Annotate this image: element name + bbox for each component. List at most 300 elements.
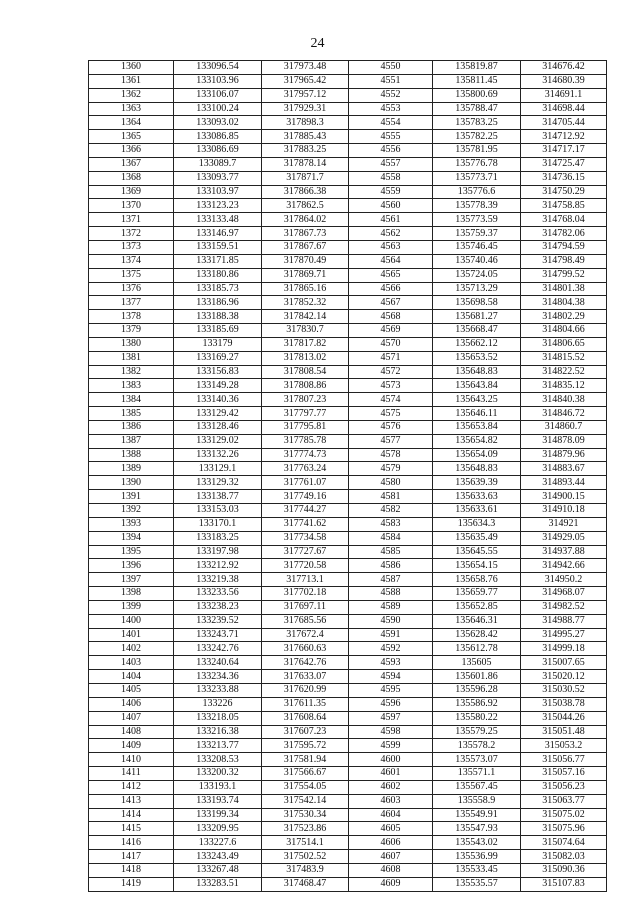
x-coordinate-left: 133129.1 [174,462,262,476]
point-number-right: 4550 [349,61,433,75]
x-coordinate-left: 133213.77 [174,739,262,753]
x-coordinate-right: 135635.49 [433,531,521,545]
point-number-left: 1361 [89,74,174,88]
y-coordinate-right: 315053.2 [521,739,607,753]
x-coordinate-right: 135605 [433,656,521,670]
point-number-right: 4604 [349,808,433,822]
y-coordinate-left: 317929.31 [262,102,349,116]
point-number-left: 1396 [89,559,174,573]
x-coordinate-right: 135579.25 [433,725,521,739]
y-coordinate-right: 314712.92 [521,130,607,144]
point-number-left: 1371 [89,213,174,227]
point-number-left: 1391 [89,490,174,504]
point-number-left: 1405 [89,683,174,697]
point-number-left: 1389 [89,462,174,476]
point-number-right: 4609 [349,877,433,891]
y-coordinate-left: 317865.16 [262,282,349,296]
y-coordinate-right: 314883.67 [521,462,607,476]
y-coordinate-left: 317785.78 [262,434,349,448]
y-coordinate-right: 315075.96 [521,822,607,836]
x-coordinate-left: 133242.76 [174,642,262,656]
point-number-right: 4606 [349,836,433,850]
table-row [89,642,607,656]
point-number-right: 4600 [349,753,433,767]
table-row [89,102,607,116]
x-coordinate-left: 133283.51 [174,877,262,891]
point-number-right: 4566 [349,282,433,296]
y-coordinate-left: 317468.47 [262,877,349,891]
point-number-right: 4590 [349,614,433,628]
table-row [89,351,607,365]
point-number-left: 1394 [89,531,174,545]
x-coordinate-right: 135612.78 [433,642,521,656]
y-coordinate-left: 317741.62 [262,517,349,531]
table-row [89,462,607,476]
x-coordinate-right: 135713.29 [433,282,521,296]
x-coordinate-right: 135646.11 [433,407,521,421]
x-coordinate-left: 133200.32 [174,767,262,781]
y-coordinate-left: 317795.81 [262,420,349,434]
point-number-right: 4573 [349,379,433,393]
table-row [89,531,607,545]
table-row [89,254,607,268]
point-number-right: 4583 [349,517,433,531]
point-number-left: 1379 [89,324,174,338]
point-number-left: 1365 [89,130,174,144]
y-coordinate-right: 314968.07 [521,587,607,601]
x-coordinate-right: 135643.84 [433,379,521,393]
y-coordinate-left: 317864.02 [262,213,349,227]
y-coordinate-right: 314900.15 [521,490,607,504]
point-number-left: 1385 [89,407,174,421]
x-coordinate-left: 133169.27 [174,351,262,365]
x-coordinate-left: 133153.03 [174,504,262,518]
x-coordinate-right: 135628.42 [433,628,521,642]
point-number-right: 4557 [349,157,433,171]
point-number-right: 4559 [349,185,433,199]
point-number-right: 4601 [349,767,433,781]
y-coordinate-right: 315075.02 [521,808,607,822]
y-coordinate-left: 317607.23 [262,725,349,739]
x-coordinate-right: 135668.47 [433,324,521,338]
table-row [89,628,607,642]
table-row [89,407,607,421]
x-coordinate-left: 133159.51 [174,240,262,254]
table-row [89,822,607,836]
y-coordinate-left: 317862.5 [262,199,349,213]
point-number-right: 4568 [349,310,433,324]
table-row [89,656,607,670]
point-number-left: 1384 [89,393,174,407]
x-coordinate-right: 135778.39 [433,199,521,213]
point-number-left: 1413 [89,794,174,808]
y-coordinate-left: 317870.49 [262,254,349,268]
y-coordinate-right: 314804.38 [521,296,607,310]
x-coordinate-right: 135759.37 [433,227,521,241]
y-coordinate-left: 317595.72 [262,739,349,753]
y-coordinate-right: 314846.72 [521,407,607,421]
point-number-right: 4551 [349,74,433,88]
x-coordinate-right: 135586.92 [433,697,521,711]
point-number-right: 4582 [349,504,433,518]
point-number-left: 1372 [89,227,174,241]
point-number-left: 1411 [89,767,174,781]
x-coordinate-left: 133100.24 [174,102,262,116]
point-number-left: 1363 [89,102,174,116]
x-coordinate-right: 135654.15 [433,559,521,573]
table-row [89,780,607,794]
coordinates-table-body [89,61,607,892]
point-number-left: 1412 [89,780,174,794]
point-number-right: 4591 [349,628,433,642]
point-number-left: 1386 [89,420,174,434]
x-coordinate-left: 133185.69 [174,324,262,338]
x-coordinate-right: 135776.78 [433,157,521,171]
y-coordinate-left: 317554.05 [262,780,349,794]
x-coordinate-left: 133208.53 [174,753,262,767]
y-coordinate-right: 314929.05 [521,531,607,545]
table-row [89,767,607,781]
point-number-left: 1364 [89,116,174,130]
y-coordinate-right: 314736.15 [521,171,607,185]
x-coordinate-left: 133233.88 [174,683,262,697]
point-number-right: 4553 [349,102,433,116]
point-number-right: 4596 [349,697,433,711]
point-number-left: 1393 [89,517,174,531]
x-coordinate-left: 133226 [174,697,262,711]
point-number-left: 1378 [89,310,174,324]
y-coordinate-right: 314801.38 [521,282,607,296]
table-row [89,393,607,407]
y-coordinate-right: 315007.65 [521,656,607,670]
y-coordinate-right: 314799.52 [521,268,607,282]
point-number-left: 1410 [89,753,174,767]
table-row [89,324,607,338]
y-coordinate-right: 314860.7 [521,420,607,434]
table-row [89,836,607,850]
y-coordinate-right: 314806.65 [521,337,607,351]
x-coordinate-right: 135571.1 [433,767,521,781]
x-coordinate-right: 135659.77 [433,587,521,601]
point-number-right: 4580 [349,476,433,490]
point-number-left: 1366 [89,144,174,158]
x-coordinate-right: 135811.45 [433,74,521,88]
y-coordinate-left: 317763.24 [262,462,349,476]
x-coordinate-left: 133128.46 [174,420,262,434]
x-coordinate-right: 135567.45 [433,780,521,794]
point-number-left: 1368 [89,171,174,185]
point-number-right: 4576 [349,420,433,434]
y-coordinate-right: 315020.12 [521,670,607,684]
point-number-right: 4581 [349,490,433,504]
y-coordinate-left: 317697.11 [262,600,349,614]
table-row [89,130,607,144]
table-row [89,240,607,254]
y-coordinate-right: 314768.04 [521,213,607,227]
y-coordinate-left: 317867.67 [262,240,349,254]
x-coordinate-left: 133240.64 [174,656,262,670]
point-number-right: 4605 [349,822,433,836]
y-coordinate-left: 317898.3 [262,116,349,130]
y-coordinate-left: 317957.12 [262,88,349,102]
y-coordinate-left: 317611.35 [262,697,349,711]
x-coordinate-left: 133106.07 [174,88,262,102]
y-coordinate-right: 314835.12 [521,379,607,393]
table-row [89,877,607,891]
y-coordinate-left: 317672.4 [262,628,349,642]
x-coordinate-right: 135643.25 [433,393,521,407]
x-coordinate-right: 135653.84 [433,420,521,434]
table-row [89,157,607,171]
y-coordinate-left: 317878.14 [262,157,349,171]
x-coordinate-left: 133183.25 [174,531,262,545]
x-coordinate-right: 135724.05 [433,268,521,282]
y-coordinate-right: 314676.42 [521,61,607,75]
point-number-left: 1375 [89,268,174,282]
x-coordinate-right: 135646.31 [433,614,521,628]
y-coordinate-left: 317633.07 [262,670,349,684]
table-row [89,434,607,448]
x-coordinate-right: 135819.87 [433,61,521,75]
x-coordinate-right: 135633.63 [433,490,521,504]
y-coordinate-left: 317852.32 [262,296,349,310]
x-coordinate-left: 133096.54 [174,61,262,75]
point-number-right: 4588 [349,587,433,601]
x-coordinate-left: 133186.96 [174,296,262,310]
x-coordinate-left: 133171.85 [174,254,262,268]
point-number-right: 4589 [349,600,433,614]
y-coordinate-right: 314725.47 [521,157,607,171]
point-number-left: 1373 [89,240,174,254]
x-coordinate-right: 135781.95 [433,144,521,158]
point-number-left: 1390 [89,476,174,490]
table-row [89,683,607,697]
point-number-right: 4592 [349,642,433,656]
x-coordinate-right: 135580.22 [433,711,521,725]
table-row [89,171,607,185]
x-coordinate-right: 135573.07 [433,753,521,767]
y-coordinate-left: 317774.73 [262,448,349,462]
y-coordinate-right: 314691.1 [521,88,607,102]
point-number-right: 4598 [349,725,433,739]
x-coordinate-right: 135648.83 [433,365,521,379]
y-coordinate-right: 314950.2 [521,573,607,587]
table-row [89,144,607,158]
y-coordinate-left: 317642.76 [262,656,349,670]
point-number-right: 4560 [349,199,433,213]
x-coordinate-right: 135535.57 [433,877,521,891]
y-coordinate-left: 317514.1 [262,836,349,850]
x-coordinate-right: 135634.3 [433,517,521,531]
y-coordinate-left: 317685.56 [262,614,349,628]
table-row [89,600,607,614]
x-coordinate-right: 135800.69 [433,88,521,102]
y-coordinate-right: 314717.17 [521,144,607,158]
y-coordinate-right: 315056.23 [521,780,607,794]
point-number-left: 1403 [89,656,174,670]
point-number-left: 1417 [89,850,174,864]
y-coordinate-right: 314782.06 [521,227,607,241]
point-number-left: 1387 [89,434,174,448]
table-row [89,808,607,822]
table-row [89,74,607,88]
x-coordinate-right: 135601.86 [433,670,521,684]
table-row [89,504,607,518]
point-number-left: 1404 [89,670,174,684]
x-coordinate-right: 135633.61 [433,504,521,518]
y-coordinate-right: 315044.26 [521,711,607,725]
x-coordinate-right: 135578.2 [433,739,521,753]
table-row [89,476,607,490]
y-coordinate-right: 315057.16 [521,767,607,781]
x-coordinate-right: 135773.71 [433,171,521,185]
point-number-left: 1406 [89,697,174,711]
x-coordinate-left: 133132.26 [174,448,262,462]
x-coordinate-left: 133243.49 [174,850,262,864]
y-coordinate-right: 314750.29 [521,185,607,199]
x-coordinate-left: 133093.77 [174,171,262,185]
x-coordinate-left: 133138.77 [174,490,262,504]
x-coordinate-right: 135652.85 [433,600,521,614]
table-row [89,670,607,684]
table-row [89,61,607,75]
y-coordinate-left: 317523.86 [262,822,349,836]
x-coordinate-right: 135549.91 [433,808,521,822]
x-coordinate-left: 133129.02 [174,434,262,448]
y-coordinate-left: 317813.02 [262,351,349,365]
point-number-right: 4599 [349,739,433,753]
table-row [89,697,607,711]
point-number-left: 1369 [89,185,174,199]
table-row [89,88,607,102]
x-coordinate-right: 135746.45 [433,240,521,254]
point-number-right: 4569 [349,324,433,338]
y-coordinate-right: 315030.52 [521,683,607,697]
y-coordinate-left: 317620.99 [262,683,349,697]
y-coordinate-right: 314982.52 [521,600,607,614]
x-coordinate-right: 135788.47 [433,102,521,116]
y-coordinate-right: 314893.44 [521,476,607,490]
y-coordinate-right: 314802.29 [521,310,607,324]
y-coordinate-left: 317542.14 [262,794,349,808]
x-coordinate-left: 133216.38 [174,725,262,739]
point-number-right: 4571 [349,351,433,365]
x-coordinate-left: 133129.42 [174,407,262,421]
table-row [89,199,607,213]
point-number-left: 1416 [89,836,174,850]
y-coordinate-right: 314988.77 [521,614,607,628]
x-coordinate-right: 135782.25 [433,130,521,144]
point-number-left: 1388 [89,448,174,462]
y-coordinate-left: 317842.14 [262,310,349,324]
x-coordinate-right: 135543.02 [433,836,521,850]
x-coordinate-right: 135654.82 [433,434,521,448]
table-row [89,739,607,753]
point-number-left: 1381 [89,351,174,365]
table-row [89,420,607,434]
y-coordinate-left: 317608.64 [262,711,349,725]
x-coordinate-left: 133129.32 [174,476,262,490]
x-coordinate-left: 133103.96 [174,74,262,88]
y-coordinate-right: 314879.96 [521,448,607,462]
y-coordinate-left: 317830.7 [262,324,349,338]
y-coordinate-right: 314705.44 [521,116,607,130]
point-number-left: 1408 [89,725,174,739]
point-number-right: 4556 [349,144,433,158]
table-row [89,559,607,573]
y-coordinate-left: 317867.73 [262,227,349,241]
x-coordinate-left: 133227.6 [174,836,262,850]
y-coordinate-left: 317502.52 [262,850,349,864]
y-coordinate-left: 317883.25 [262,144,349,158]
point-number-left: 1398 [89,587,174,601]
x-coordinate-left: 133197.98 [174,545,262,559]
point-number-right: 4586 [349,559,433,573]
table-row [89,573,607,587]
table-row [89,863,607,877]
point-number-left: 1360 [89,61,174,75]
y-coordinate-right: 314942.66 [521,559,607,573]
y-coordinate-left: 317965.42 [262,74,349,88]
table-row [89,185,607,199]
y-coordinate-right: 314910.18 [521,504,607,518]
y-coordinate-left: 317761.07 [262,476,349,490]
y-coordinate-right: 314758.85 [521,199,607,213]
y-coordinate-right: 314878.09 [521,434,607,448]
x-coordinate-right: 135681.27 [433,310,521,324]
x-coordinate-right: 135698.58 [433,296,521,310]
y-coordinate-right: 314995.27 [521,628,607,642]
x-coordinate-right: 135653.52 [433,351,521,365]
point-number-left: 1392 [89,504,174,518]
x-coordinate-left: 133185.73 [174,282,262,296]
x-coordinate-left: 133218.05 [174,711,262,725]
x-coordinate-right: 135654.09 [433,448,521,462]
x-coordinate-left: 133243.71 [174,628,262,642]
y-coordinate-left: 317734.58 [262,531,349,545]
point-number-left: 1397 [89,573,174,587]
table-row [89,725,607,739]
y-coordinate-left: 317866.38 [262,185,349,199]
point-number-left: 1415 [89,822,174,836]
y-coordinate-left: 317702.18 [262,587,349,601]
point-number-right: 4578 [349,448,433,462]
x-coordinate-left: 133188.38 [174,310,262,324]
x-coordinate-left: 133170.1 [174,517,262,531]
table-row [89,116,607,130]
x-coordinate-left: 133133.48 [174,213,262,227]
x-coordinate-left: 133103.97 [174,185,262,199]
point-number-right: 4577 [349,434,433,448]
point-number-right: 4593 [349,656,433,670]
y-coordinate-left: 317817.82 [262,337,349,351]
page-number: 24 [310,36,325,51]
x-coordinate-left: 133086.69 [174,144,262,158]
x-coordinate-left: 133199.34 [174,808,262,822]
point-number-right: 4597 [349,711,433,725]
point-number-right: 4594 [349,670,433,684]
y-coordinate-left: 317566.67 [262,767,349,781]
point-number-left: 1382 [89,365,174,379]
point-number-right: 4565 [349,268,433,282]
point-number-left: 1400 [89,614,174,628]
point-number-left: 1374 [89,254,174,268]
point-number-right: 4563 [349,240,433,254]
coordinates-table [88,60,607,892]
x-coordinate-left: 133089.7 [174,157,262,171]
point-number-right: 4561 [349,213,433,227]
x-coordinate-left: 133140.36 [174,393,262,407]
